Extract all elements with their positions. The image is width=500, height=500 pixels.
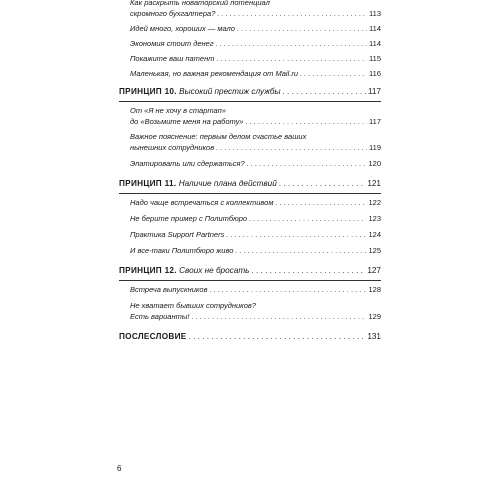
toc-entry-title: Надо чаще встречаться с коллективом — [130, 198, 274, 207]
toc-entry-title: Не берите пример с Политбюро — [130, 214, 248, 223]
toc-entry-title: Идей много, хороших — мало — [130, 24, 235, 33]
leader-dots — [249, 213, 366, 224]
toc-entry[interactable] — [119, 68, 381, 79]
leader-dots — [247, 158, 367, 169]
toc-entry-line: до «Возьмите меня на работу» — [130, 117, 244, 126]
chapter-title: Наличие плана действий — [178, 179, 277, 188]
toc-entry-title: И все-таки Политбюро живо — [130, 246, 234, 255]
toc-entry-line: Важное пояснение: первым делом счастье ваших — [130, 132, 307, 141]
toc-entry-title: Маленькая, но важная рекомендация от Mail.ru — [130, 69, 298, 78]
leader-dots — [216, 53, 367, 64]
leader-dots — [237, 23, 367, 34]
toc-entry-title: Встреча выпускников — [130, 285, 208, 294]
leader-dots — [191, 311, 366, 322]
leader-dots — [217, 8, 367, 19]
toc-entry-line: Не хватает бывших сотрудников? — [130, 301, 256, 310]
toc-entry-title: Практика Support Partners — [130, 230, 225, 239]
toc-entry[interactable] — [119, 197, 381, 208]
chapter-title: Высокий престиж службы — [179, 87, 281, 96]
toc-entry[interactable] — [119, 131, 381, 153]
toc-page-number: 123 — [368, 214, 381, 223]
leader-dots — [275, 197, 366, 208]
toc-entry-line: нынешних сотрудников — [130, 143, 215, 152]
leader-dots — [216, 38, 368, 49]
toc-entry-title: Эпатировать или сдержаться? — [130, 159, 245, 168]
table-of-contents — [119, 0, 381, 343]
toc-chapter-heading[interactable] — [119, 265, 381, 277]
toc-page-number: 116 — [369, 69, 381, 78]
leader-dots — [246, 116, 367, 127]
toc-page-number: 120 — [368, 159, 381, 168]
toc-entry[interactable] — [119, 245, 381, 256]
leader-dots — [189, 331, 366, 343]
toc-page-number: 114 — [369, 39, 381, 48]
leader-dots — [300, 68, 367, 79]
toc-page-number: 114 — [369, 24, 381, 33]
toc-page-number: 125 — [368, 246, 381, 255]
toc-entry[interactable] — [119, 229, 381, 240]
toc-page-number: 119 — [369, 143, 381, 152]
toc-entry-line: От «Я не хочу в стартап» — [130, 106, 226, 115]
leader-dots — [226, 229, 366, 240]
toc-entry[interactable] — [119, 300, 381, 322]
chapter-keyword: ПРИНЦИП 11. — [119, 179, 177, 188]
toc-entry-line: Есть варианты! — [130, 312, 190, 321]
toc-entry[interactable] — [119, 284, 381, 295]
toc-entry-line: скромного бухгалтера? — [130, 9, 216, 18]
afterword-keyword: ПОСЛЕСЛОВИЕ — [119, 332, 187, 341]
toc-page-number: 115 — [369, 54, 381, 63]
toc-entry-title: Покажите ваш патент — [130, 54, 215, 63]
toc-page-number: 131 — [367, 332, 381, 341]
toc-page-number: 117 — [369, 117, 381, 126]
toc-entry[interactable] — [119, 0, 381, 19]
toc-entry[interactable] — [119, 213, 381, 224]
toc-entry[interactable] — [119, 105, 381, 127]
toc-entry[interactable] — [119, 53, 381, 64]
chapter-keyword: ПРИНЦИП 12. — [119, 266, 177, 275]
chapter-keyword: ПРИНЦИП 10. — [119, 87, 177, 96]
chapter-title: Своих не бросать — [179, 266, 250, 275]
leader-dots — [279, 178, 366, 190]
chapter-rule — [119, 280, 381, 281]
toc-entry[interactable] — [119, 158, 381, 169]
leader-dots — [216, 142, 367, 153]
leader-dots — [235, 245, 366, 256]
toc-entry-title: Экономия стоит денег — [130, 39, 214, 48]
toc-page-number: 128 — [368, 285, 381, 294]
toc-page-number: 127 — [367, 266, 381, 275]
toc-afterword[interactable] — [119, 331, 381, 343]
toc-entry-line: Как раскрыть новаторский потенциал — [130, 0, 270, 7]
page-number: 6 — [117, 464, 122, 473]
toc-chapter-heading[interactable] — [119, 86, 381, 98]
leader-dots — [283, 86, 366, 98]
chapter-rule — [119, 193, 381, 194]
leader-dots — [251, 265, 365, 277]
toc-entry[interactable] — [119, 23, 381, 34]
toc-page-number: 124 — [368, 230, 381, 239]
chapter-rule — [119, 101, 381, 102]
toc-page-number: 122 — [368, 198, 381, 207]
toc-page-number: 113 — [369, 9, 381, 18]
toc-page-number: 129 — [368, 312, 381, 321]
toc-page-number: 121 — [367, 179, 381, 188]
toc-chapter-heading[interactable] — [119, 178, 381, 190]
toc-entry[interactable] — [119, 38, 381, 49]
leader-dots — [210, 284, 367, 295]
toc-page-number: 117 — [367, 87, 381, 96]
